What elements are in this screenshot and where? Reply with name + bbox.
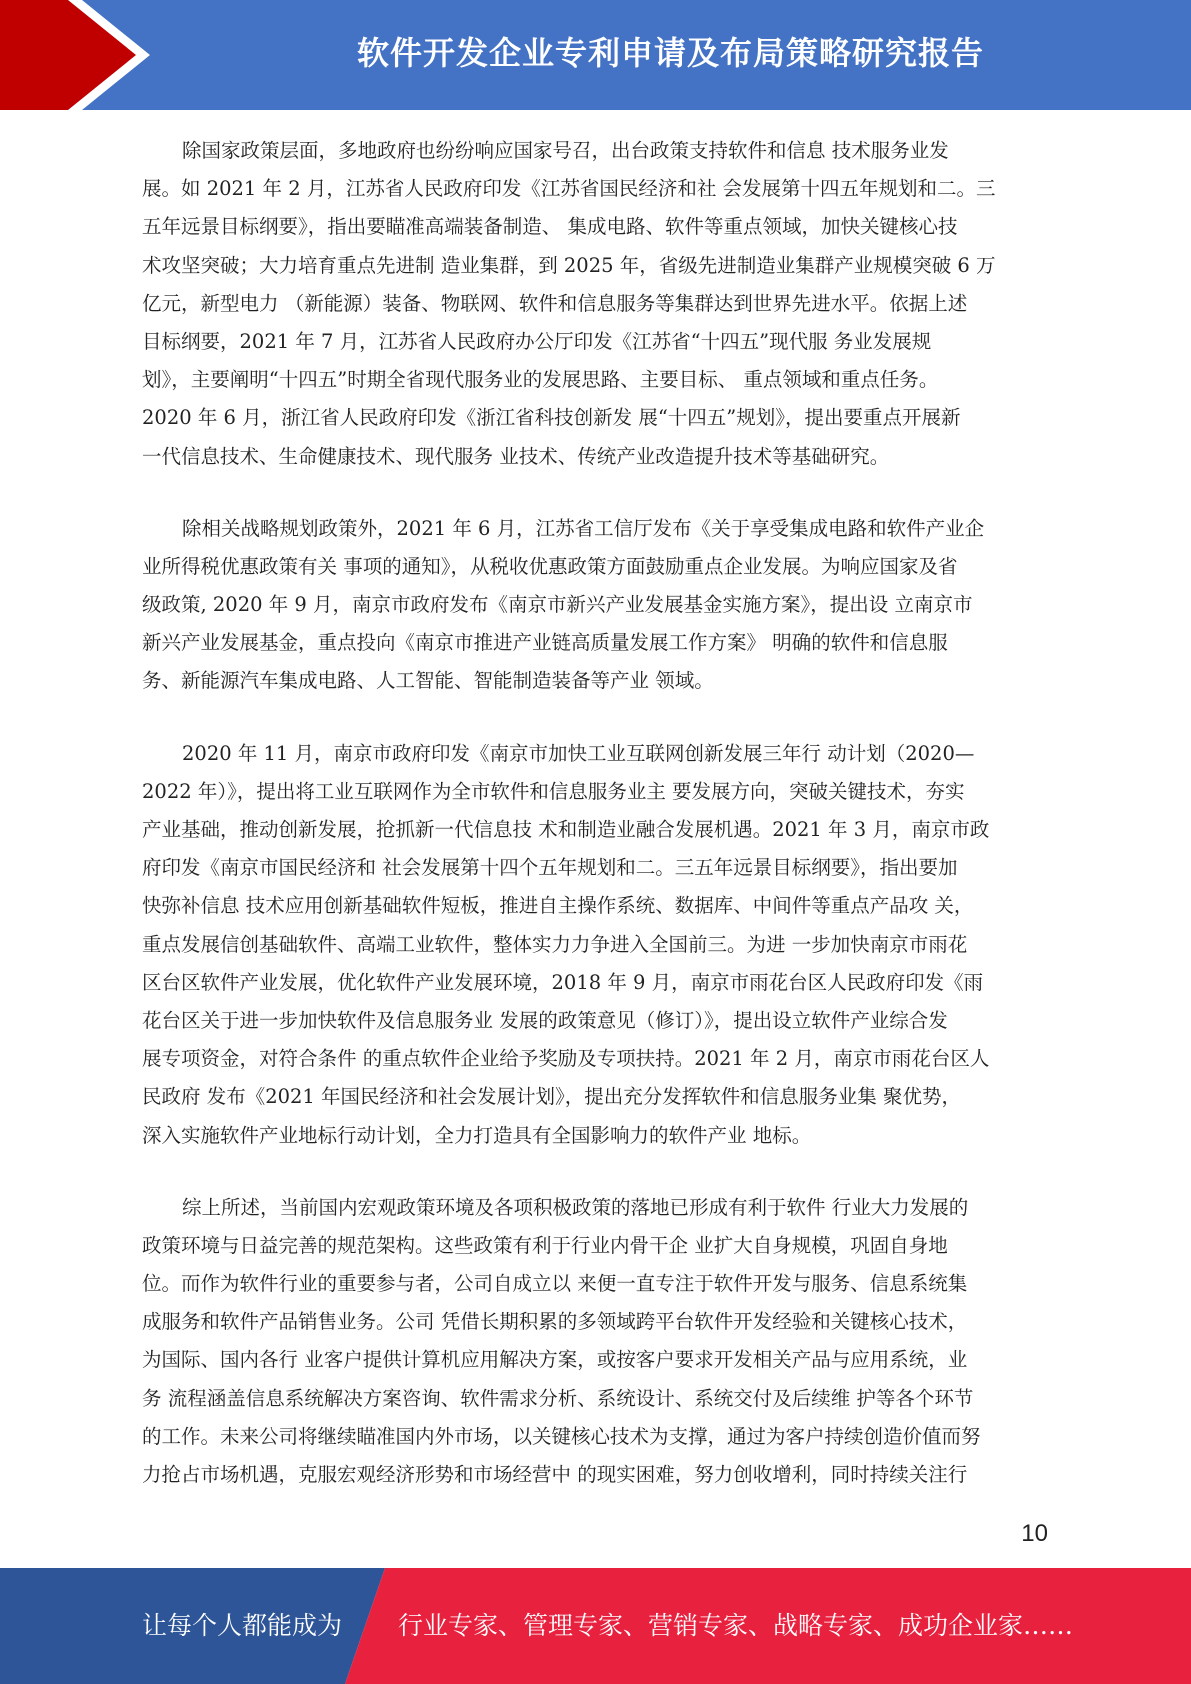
text-line: 展专项资金，对符合条件 的重点软件企业给予奖励及专项扶持。2021 年 2 月，南京市雨花台区人 [142,1047,990,1071]
page-number: 10 [1021,1520,1048,1547]
text-line: 2022 年）》，提出将工业互联网作为全市软件和信息服务业主 要发展方向，突破关键技术，夯实 [142,779,965,803]
text-line: 术攻坚突破；大力培育重点先进制 造业集群，到 2025 年，省级先进制造业集群产业规模突破 6 万 [142,253,996,277]
text-line: 深入实施软件产业地标行动计划，全力打造具有全国影响力的软件产业 地标。 [142,1123,812,1147]
text-line: 新兴产业发展基金，重点投向《南京市推进产业链高质量发展工作方案》 明确的软件和信息服 [142,631,948,655]
paragraph-1 [142,132,1048,476]
text-line: 五年远景目标纲要》，指出要瞄准高端装备制造、 集成电路、软件等重点领域，加快关键核心技 [142,215,958,239]
text-line: 展。如 2021 年 2 月，江苏省人民政府印发《江苏省国民经济和社 会发展第十四五年规划和二。三 [142,177,996,201]
paragraph-2 [142,510,1048,701]
text-line: 民政府 发布《2021 年国民经济和社会发展计划》，提出充分发挥软件和信息服务业集 聚优势， [142,1085,961,1109]
footer-slogan-left: 让每个人都能成为 [142,1611,343,1640]
header-banner [0,0,1191,110]
text-line: 2020 年 6 月，浙江省人民政府印发《浙江省科技创新发 展“十四五”规划》，提出要重点开展新 [142,406,961,430]
text-line: 除国家政策层面，多地政府也纷纷响应国家号召，出台政策支持软件和信息 技术服务业发 [182,139,949,162]
text-line: 快弥补信息 技术应用创新基础软件短板，推进自主操作系统、数据库、中间件等重点产品攻 关， [142,894,974,918]
document-title: 软件开发企业专利申请及布局策略研究报告 [356,34,984,72]
text-line: 亿元，新型电力 （新能源）装备、物联网、软件和信息服务等集群达到世界先进水平。依据上述 [142,291,968,315]
text-line: 一代信息技术、生命健康技术、现代服务 业技术、传统产业改造提升技术等基础研究。 [142,444,890,468]
text-line: 为国际、国内各行 业客户提供计算机应用解决方案，或按客户要求开发相关产品与应用系统，业 [142,1348,968,1372]
document-body [142,132,1048,1528]
text-line: 区台区软件产业发展，优化软件产业发展环境，2018 年 9 月，南京市雨花台区人民政府印发《雨 [142,970,984,994]
text-line: 务 流程涵盖信息系统解决方案咨询、软件需求分析、系统设计、系统交付及后续维 护等各个环节 [142,1386,974,1410]
text-line: 府印发《南京市国民经济和 社会发展第十四个五年规划和二。三五年远景目标纲要》，指出要加 [142,856,958,880]
text-line: 目标纲要，2021 年 7 月，江苏省人民政府办公厅印发《江苏省“十四五”现代服 务业发展规 [142,329,932,353]
text-line: 重点发展信创基础软件、高端工业软件，整体实力力争进入全国前三。为进 一步加快南京市雨花 [142,932,968,956]
text-line: 除相关战略规划政策外，2021 年 6 月，江苏省工信厅发布《关于享受集成电路和软件产业企 [182,516,985,540]
text-line: 成服务和软件产品销售业务。公司 凭借长期积累的多领域跨平台软件开发经验和关键核心技术， [142,1310,968,1334]
text-line: 业所得税优惠政策有关 事项的通知》，从税收优惠政策方面鼓励重点企业发展。为响应国家及省 [142,554,958,578]
text-line: 务、新能源汽车集成电路、人工智能、智能制造装备等产业 领域。 [142,669,714,693]
text-line: 政策环境与日益完善的规范架构。这些政策有利于行业内骨干企 业扩大自身规模，巩固自身地 [142,1233,948,1257]
text-line: 位。而作为软件行业的重要参与者，公司自成立以 来便一直专注于软件开发与服务、信息系统集 [142,1272,968,1296]
text-line: 花台区关于进一步加快软件及信息服务业 发展的政策意见（修订）》，提出设立软件产业综合发 [142,1008,948,1032]
footer-banner [0,1568,1191,1684]
paragraph-3 [142,735,1048,1155]
paragraph-4 [142,1189,1048,1495]
text-line: 的工作。未来公司将继续瞄准国内外市场，以关键核心技术为支撑，通过为客户持续创造价值而努 [142,1424,981,1448]
text-line: 划》，主要阐明“十四五”时期全省现代服务业的发展思路、主要目标、 重点领域和重点任务。 [142,368,939,392]
text-line: 产业基础，推动创新发展，抢抓新一代信息技 术和制造业融合发展机遇。2021 年 3 月，南京市政 [142,818,990,841]
text-line: 力抢占市场机遇，克服宏观经济形势和市场经营中 的现实困难，努力创收增利，同时持续关注行 [142,1463,968,1486]
text-line: 2020 年 11 月，南京市政府印发《南京市加快工业互联网创新发展三年行 动计划（2020— [182,741,975,765]
text-line: 级政策, 2020 年 9 月，南京市政府发布《南京市新兴产业发展基金实施方案》，提出设 立南京市 [142,593,973,617]
red-chevron-decoration [0,0,160,110]
footer-slogan-right: 行业专家、管理专家、营销专家、战略专家、成功企业家…… [398,1611,1074,1640]
text-line: 综上所述，当前国内宏观政策环境及各项积极政策的落地已形成有利于软件 行业大力发展的 [182,1195,969,1219]
